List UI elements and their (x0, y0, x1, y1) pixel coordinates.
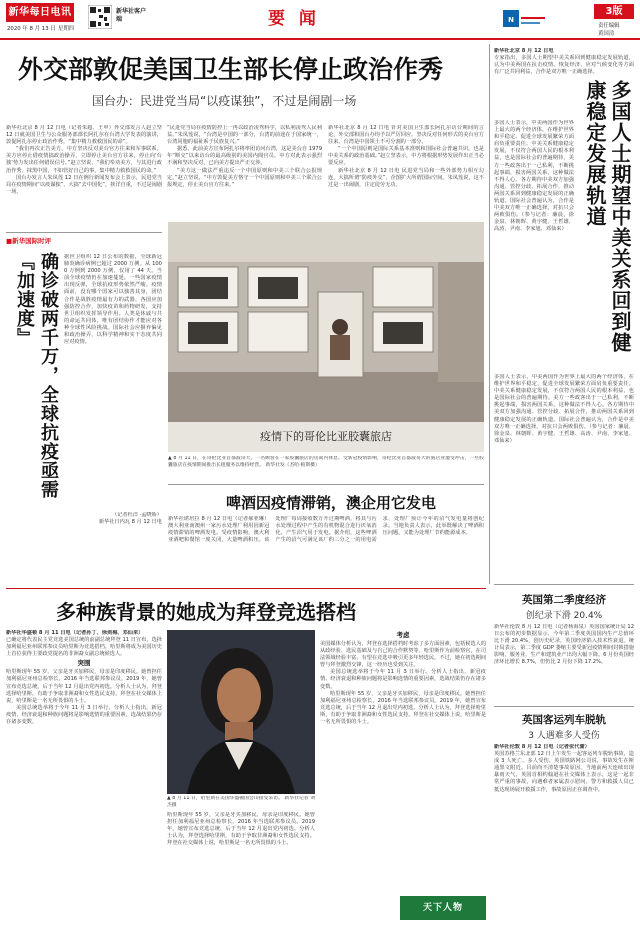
right-body-paragraph: 多国人士表示，中美两国作为世界上最大的两个经济体，在维护世界和平稳定、促进全球发展繁荣方面肩负重要责任。中美关系健康稳定发展，不仅符合两国人民的根本利益，也是国际社会的普遍期待。美方一些政客出于一己私利，不断挑起事端，损害两国关系，这种做法不得人心。各方期待中美双方加强沟通、管控分歧、拓展合作，推动两国关系回到健康稳定发展的正确轨道。国际社会普遍认为，合作是中美双方唯一正确选择，对抗只会两败俱伤。（参与记者：廉晨、徐金泉、林朝晖、黄宇健、王哲雄、高涛、尹南、李家旭、邓仙来） (494, 120, 574, 233)
right-body (494, 120, 574, 370)
column-tag: ■新华国际时评 (6, 237, 52, 245)
qr-code-icon (88, 5, 112, 29)
harris-dateline: 新华社华盛顿 8 月 11 日电（记者孙丁、徐剑梅、邓仙来） (6, 630, 144, 636)
lead-paragraph: “一个中国原则是国际关系基本准则和国际社会普遍共识，也是中美关系的政治基础。”赵立坚表示，中方将根据形势发展作出正当必要反应。 (328, 146, 484, 167)
column-divider (489, 44, 490, 584)
masthead (0, 0, 640, 38)
divider (494, 584, 634, 585)
harris-paragraph: 美国总统选举将于今年 11 月 3 日举行。分析人士指出，新冠疫情、经济衰退和种族问题将是影响选情的重要因素，选战结果仍存在诸多变数。 (320, 669, 486, 690)
lead-col-1 (6, 125, 162, 220)
harris-col-2 (167, 812, 315, 922)
lead-col-2 (167, 125, 322, 220)
economy-body (494, 624, 634, 702)
harris-paragraph: 哈里斯现年 55 岁，父亲是牙买加移民，母亲是印度移民。她曾担任加利福尼亚州总检察长，2016 年当选联邦参议员。2019 年，她曾宣布竞选总统，后于当年 12 月退出党内初选。分析人士认为，拜登选择哈里斯，有助于争取非洲裔和女性选民支持。拜登在社交媒体上说，哈里斯是一名无所畏惧的斗士。 (167, 812, 315, 847)
footer-badge: 天下人物 (400, 896, 486, 920)
capsule-hotel-photo (168, 222, 484, 452)
weekday: 星期四 (58, 26, 75, 32)
harris-photo-credit: 新华社记者 刘杰摄 (167, 796, 315, 808)
harris-col-1 (6, 630, 162, 922)
lead-paragraph: 据悉，此前美方宣布阿扎尔将率团访问台湾，这是美台自 1979 年“断交”以来访台的最高级别的美国内阁官员。中方对此表示强烈不满和坚决反对，已向美方提出严正交涉。 (167, 146, 322, 167)
section-rule (6, 588, 486, 589)
harris-photo (167, 630, 315, 794)
editor-name: 黄国清 (598, 31, 615, 37)
teaser-text: 专家指出，多国人士期望中美关系回到健康稳定发展轨道，认为中美两国在抗击疫情、恢复经济、应对气候变化等方面有广泛共同利益，合作是双方唯一正确选择。 (494, 55, 634, 76)
train-paragraph: 英国苏格兰东北部 12 日上午发生一起客运列车脱轨事故，造成 3 人死亡、多人受伤。英国铁路网公司说，事故发生在斯通黑文附近。目前尚不清楚事故原因，当地前两天连续出现暴雨天气。英国首相约翰逊在社交媒体上表示，这是一起非常严重的事故，向遇难者家属表示慰问。警方和救援人员已抵达现场展开救援工作，事故原因正在调查中。 (494, 751, 634, 793)
section-title: 要 闻 (268, 9, 320, 29)
app-logo-icon (502, 8, 546, 30)
teaser-dateline: 新华社北京 8 月 12 日电 (494, 48, 554, 54)
harris-paragraph: 美国总统选举将于今年 11 月 3 日举行。分析人士指出，新冠疫情、经济衰退和种族问题将是影响选情的重要因素，选战结果仍存在诸多变数。 (6, 704, 162, 726)
train-subhead: 3 人遇难多人受伤 (528, 731, 600, 741)
lead-headline: 外交部敦促美国卫生部长停止政治作秀 (18, 55, 444, 84)
harris-section-head: 突围 (77, 659, 91, 668)
photo-caption: 疫情下的哥伦比亚胶囊旅店 (260, 430, 392, 443)
economy-subhead: 创纪录下滑 20.4% (525, 611, 603, 621)
harris-paragraph: 哈里斯现年 55 岁，父亲是牙买加移民，母亲是印度移民。她曾担任加利福尼亚州总检察长，2016 年当选联邦参议员。2019 年，她曾宣布竞选总统，后于当年 12 月退出党内初选。分析人士认为，拜登选择哈里斯，有助于争取非洲裔和女性选民支持。拜登在社交媒体上说，哈里斯是一名无所畏惧的斗士。 (320, 690, 486, 726)
lead-subhead: 国台办：民进党当局“以疫谋独”，不过是闹剧一场 (92, 94, 357, 108)
commentary-dateline: 新华社日内瓦 8 月 12 日电 (98, 519, 162, 526)
lead-paragraph: “美方这一做法严重违反一个中国原则和中美三个联合公报规定。”赵立坚说，“中方敦促美方恪守一个中国原则和中美三个联合公报规定，停止美台官方往来。” (167, 167, 322, 188)
train-headline: 英国客运列车脱轨 (522, 714, 606, 726)
lead-paragraph: “民进党当局在疫情防控上一再以政治凌驾科学，以私利凌驾人民利益。”朱凤莲说，“台湾是中国的一部分，台湾的前途在于国家统一，台湾同胞的福祉系于民族复兴。” (167, 125, 322, 146)
economy-headline: 英国第二季度经济 (522, 594, 606, 606)
commentary-tail (6, 512, 162, 572)
divider (168, 484, 484, 485)
harris-col-3 (320, 630, 486, 892)
harris-paragraph: 哈里斯现年 55 岁，父亲是牙买加移民，母亲是印度移民。她曾担任加利福尼亚州总检察长，2016 年当选联邦参议员。2019 年，她曾宣布竞选总统，后于当年 12 月退出党内初选。分析人士认为，拜登选择哈里斯，有助于争取非洲裔和女性选民支持。拜登在社交媒体上说，哈里斯是一名无所畏惧的斗士。 (6, 669, 162, 704)
train-body (494, 744, 634, 920)
right-headline: 多国人士期望中美关系回到健康稳定发展轨道 (583, 80, 632, 353)
lead-paragraph: “我们再次正告美方，中方坚决反对美台官方往来和军事联系。美方应停止借疫情搞政治操弄，立即停止美台官方往来，停止向‘台独’势力发出任何错误信号。”赵立坚说，“我们奉劝美方，与其进行政治作秀、抹黑中国，不如管好自己的事，集中精力救救国民的命。” (6, 146, 162, 174)
lead-paragraph: 国台办发言人朱凤莲 12 日在例行新闻发布会上表示，民进党当局在疫情期间“以疫谋独”，大搞“去中国化”，挟洋自重，不过是闹剧一场。 (6, 174, 162, 195)
beer-body (168, 516, 484, 580)
commentary-paragraph: 据世卫组织 12 日公布的数据，全球新冠肺炎确诊病例已超过 2000 万例。从 1000 万例到 2000 万例，仅用了 44 天。当前全球疫情仍在加速蔓延，一些国家疫情出现反弹，全球抗疫形势依然严峻。疫情面前，没有哪个国家可以独善其身，团结合作是战胜疫情最有力的武器。各国应加强防控合作，加快疫苗和药物研发，支持世卫组织发挥领导作用。人类是休戚与共的命运共同体，唯有团结协作才能应对各种全球性风险挑战。国际社会应摒弃偏见和政治操弄，以科学精神和实干态度共同应对疫情。 (64, 254, 162, 346)
photo-note-text: ▲ 8 月 11 日，在哥伦比亚首都波哥大，一名顾客在一家胶囊旅店的房间内休息。受新冠疫情影响，哥伦比亚首都波哥大的旅店业遭受冲击，一些胶囊旅店在疫情期间推出长租服务以维持经营。 (168, 456, 484, 468)
editor-label: 责任编辑 (598, 23, 620, 29)
right-body-lower (494, 374, 634, 524)
harris-caption-text: ▲ 8 月 11 日，哈里斯在美国华盛顿国会山接受采访。 (167, 796, 283, 801)
beer-paragraph: 新华社堪培拉 8 月 12 日电（记者郝亚琳）澳大利亚南澳州一家污水处理厂利用因新冠疫情滞销的啤酒发电。受疫情影响，澳大利亚酒吧和餐馆一度关闭，大量啤酒积压。该处理厂每周接收数万升过期啤酒，将其与污水处理过程中产生的有机物混合进行厌氧消化，产生沼气用于发电。据介绍，这些啤酒产生的沼气可满足该厂约三分之一的用电需求，处理厂预计今年的沼气发电量将创纪录。当地负责人表示，此举既解决了啤酒积压问题，又能为处理厂节约能源成本。 (168, 516, 484, 544)
svg-text:N: N (508, 16, 514, 24)
client-label: 新华社客户端 (116, 8, 147, 23)
train-dateline: 新华社伦敦 8 月 12 日电（记者张代蕾） (494, 744, 590, 750)
divider (494, 706, 634, 707)
page-number-badge: 3版 (594, 4, 634, 19)
commentary-headline: 确诊破两千万，全球抗疫亟需『加速度』 (14, 252, 59, 499)
lead-paragraph: 新华社北京 8 月 12 日电 民进党当局和一些外部势力相互勾连，大搞所谓“防疫外交”，企图扩大所谓国际空间。朱凤莲说，这不过是一出闹剧，注定徒劳无功。 (328, 167, 484, 188)
lead-col-3 (328, 125, 484, 220)
masthead-rule (0, 38, 640, 40)
photo-caption-note (168, 456, 484, 478)
harris-paragraph: 美国媒体分析认为，拜登在选择搭档时考虑了多方面因素，包括候选人的从政经验、选民基础及与自己的合作默契等。哈里斯作为前检察官，在司法领域经验丰富，有望在竞选中吸引更多年轻选民。不过，她在初选期间曾与拜登激烈交锋，这一经历也受到关注。 (320, 641, 486, 669)
lead-paragraph: 新华社北京 8 月 12 日电（记者朱超、王申）外交部发言人赵立坚 12 日就美国卫生与公众服务部部长阿扎尔在台湾大学发表的演讲，敦促阿扎尔停止政治作秀，“集中精力救救国民的命”。 (6, 125, 162, 146)
harris-photo-caption (167, 796, 315, 810)
divider (6, 232, 162, 233)
commentary-byline: （记者杜洋 ·孟晓娇） (112, 512, 162, 518)
paper-logo: 新华每日电讯 (6, 3, 74, 22)
right-body-paragraph: 多国人士表示，中美两国作为世界上最大的两个经济体，在维护世界和平稳定、促进全球发展繁荣方面肩负重要责任。中美关系健康稳定发展，不仅符合两国人民的根本利益，也是国际社会的普遍期待。美方一些政客出于一己私利，不断挑起事端，损害两国关系，这种做法不得人心。各方期待中美双方加强沟通、管控分歧、拓展合作，推动两国关系回到健康稳定发展的正确轨道。国际社会普遍认为，合作是中美双方唯一正确选择，对抗只会两败俱伤。（参与记者：廉晨、徐金泉、林朝晖、黄宇健、王哲雄、高涛、尹南、李家旭、邓仙来） (494, 374, 634, 444)
harris-headline: 多种族背景的她成为拜登竞选搭档 (56, 600, 356, 624)
harris-section-head: 考虑 (396, 631, 410, 639)
date-line: 2020 年 8 月 13 日 (7, 26, 56, 32)
economy-paragraph: 新华社伦敦 8 月 12 日电（记者杨海泉）英国国家统计局 12 日公布的初步数据显示，今年第二季度英国国内生产总值环比下滑 20.4%，创历史纪录，英国经济陷入技术性衰退。统计局表示，第二季度 GDP 萎缩主要受新冠疫情期间封锁措施影响，服务业、生产和建筑业产出均大幅下降。6 月份英国经济环比增长 8.7%，但仍比 2 月份下降 17.2%。 (494, 624, 634, 666)
harris-paragraph: 已确定将代表民主党竞选美国总统的前副总统拜登 11 日宣布，选择加利福尼亚州联邦参议员哈里斯为竞选搭档。哈里斯将成为美国历史上首位获得主要政党提名的非洲裔女副总统候选人。 (6, 637, 162, 658)
photo-credit: 新华社发（杰哈·帕斯摄） (265, 462, 320, 468)
beer-headline: 啤酒因疫情滞销，澳企用它发电 (225, 494, 436, 512)
commentary-body (64, 254, 162, 510)
lead-paragraph: 新华社北京 8 月 12 日电 针对美国卫生部长阿扎尔访台期间的言论，外交部和国台办均予以严厉回应。坚决反对任何形式的美台官方往来。台湾是中国领土不可分割的一部分。 (328, 125, 484, 146)
